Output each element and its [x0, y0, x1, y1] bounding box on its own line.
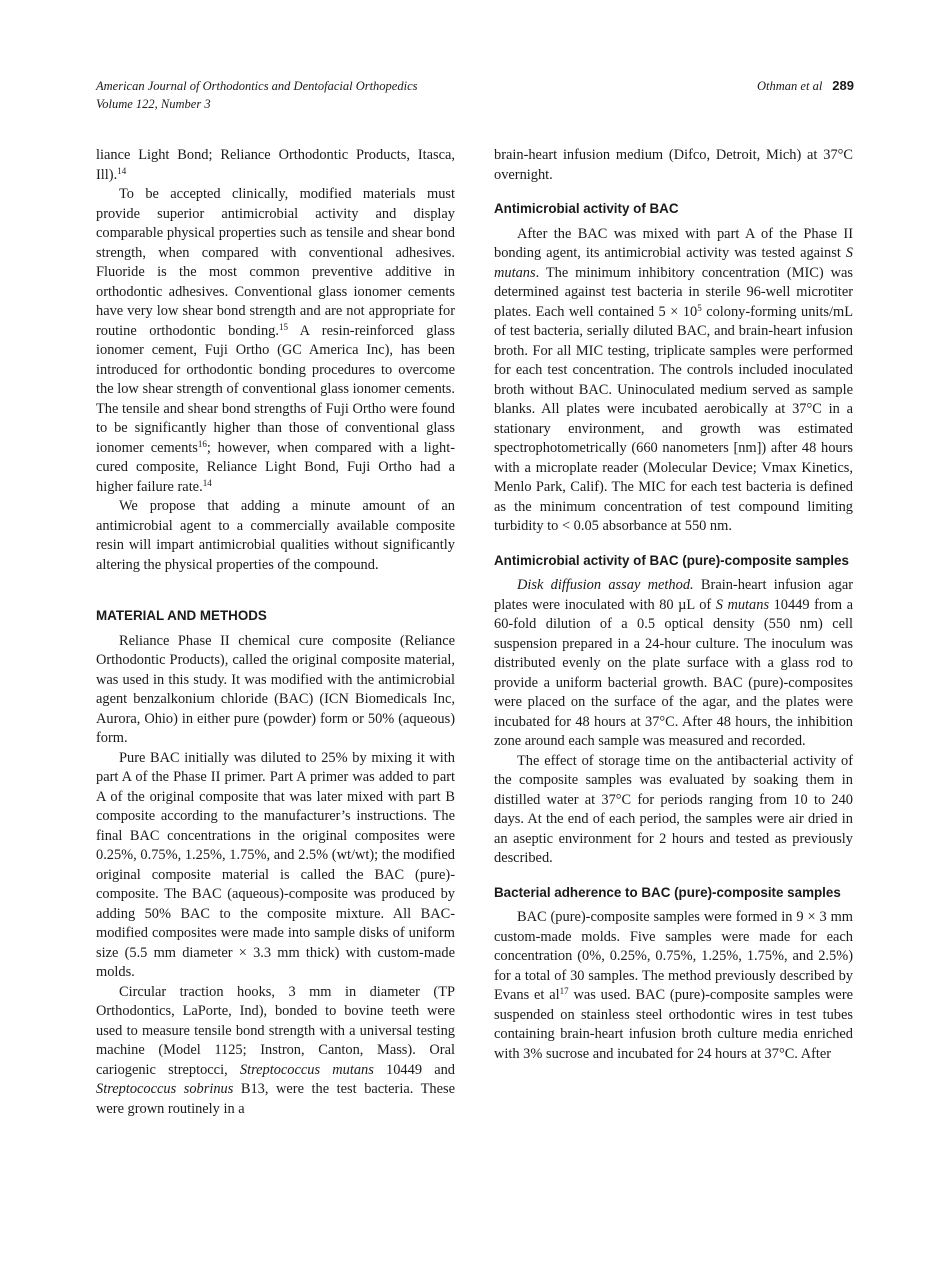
text-run: Circular traction hooks, 3 mm in diameter (TP Orthodontics, LaPorte, Ind), bonded to bovine teeth were used to measure tensile bond strength with a universal testing machine (Model 1125; Instron, Canton, Mass). Oral cariogenic streptocci,	[96, 983, 455, 1078]
paragraph	[494, 576, 853, 752]
exponent: 5	[697, 302, 702, 313]
paragraph	[96, 146, 455, 185]
right-column	[494, 146, 853, 1064]
text-run: was used. BAC (pure)-composite samples were suspended on stainless steel orthodontic wires in test tubes containing brain-heart infusion broth culture media enriched with 3% sucrose and incubated for 24 hours at 37°C. After	[494, 987, 854, 1062]
subsection-heading: Antimicrobial activity of BAC	[494, 201, 679, 216]
citation: 14	[202, 477, 212, 488]
paragraph: We propose that adding a minute amount of an antimicrobial agent to a commercially available composite resin will impart antimicrobial qualities without significantly altering the physical properties of the compound.	[96, 498, 455, 573]
journal-volume: Volume 122, Number 3	[96, 97, 211, 111]
text-run: To be accepted clinically, modified materials must provide superior antimicrobial activity and display comparable physical properties such as tensile and shear bond strength, when compared with conventional adhesives. Fluoride is the most common preventive additive in orthodontic adhesives. Conventional glass ionomer cements have very low shear bond strength and are not appropriate for routine orthodontic bonding.	[96, 186, 455, 339]
subsection-heading: Bacterial adherence to BAC (pure)-composite samples	[494, 884, 841, 900]
paragraph: brain-heart infusion medium (Difco, Detroit, Mich) at 37°C overnight.	[494, 147, 853, 183]
run-in-heading: Disk diffusion assay method.	[517, 577, 694, 593]
text-run: 10449 and	[373, 1061, 455, 1078]
species-name: Streptococcus mutans	[239, 1061, 374, 1078]
page-number: 289	[832, 78, 854, 93]
running-head-page	[757, 77, 854, 95]
text-run: BAC (pure)-composite samples were formed in 9 × 3 mm custom-made molds. Five samples were made for each concentration (0%, 0.25%, 0.75%, 1.25%, 1.75%, and 2.5%) for a total of 30 samples. The method previously described by Evans et al	[494, 909, 853, 1003]
text-run: After the BAC was mixed with part A of the Phase II bonding agent, its antimicrobial activity was tested against	[494, 225, 853, 261]
paragraph	[494, 908, 853, 1064]
species-name: S mutans	[715, 596, 770, 613]
text-run: 10449 from a 60-fold dilution of a 0.5 optical density (550 nm) cell suspension prepared in a 24-hour culture. The inoculum was distributed evenly on the plate surface with a glass rod to provide a uniform bacterial growth. BAC (pure)-composites were placed on the surface of the agar, and the plates were incubated for 48 hours at 37°C. After 48 hours, the inhibition zone around each sample was measured and recorded.	[494, 596, 853, 749]
subsection-heading: Antimicrobial activity of BAC (pure)-composite samples	[494, 552, 849, 568]
paragraph: Reliance Phase II chemical cure composite (Reliance Orthodontic Products), called the original composite material, was used in this study. It was modified with the antimicrobial agent benzalkonium chloride (BAC) (ICN Biomedicals Inc, Aurora, Ohio) in either pure (powder) form or 50% (aqueous) form.	[96, 632, 455, 746]
species-name: S mutans	[494, 245, 853, 281]
left-column	[96, 146, 455, 1119]
text-run: B13, were the test bacteria. These were grown routinely in a	[96, 1081, 455, 1117]
text-run: . The minimum inhibitory concentration (MIC) was determined against test bacteria in sterile 96-well microtiter plates. Each well contained 5 × 10	[494, 264, 853, 320]
journal-title: American Journal of Orthodontics and Dentofacial Orthopedics	[96, 79, 418, 93]
running-head-journal	[96, 77, 418, 113]
paragraph: Pure BAC initially was diluted to 25% by mixing it with part A of the Phase II primer. Part A primer was added to part A of the original composite that was later mixed with part B composite according to the manufacturer’s instructions. The final BAC concentrations in the original composites were 0.25%, 0.75%, 1.25%, 1.75%, and 2.5% (wt/wt); the modified original composite material is called the BAC (pure)-composite. The BAC (aqueous)-composite was produced by adding 50% BAC to the composite mixture. All BAC-modified composites were made into sample disks of uniform size (5.5 mm diameter × 3.3 mm thick) with custom-made molds.	[96, 749, 455, 980]
paragraph	[96, 185, 455, 497]
section-heading: MATERIAL AND METHODS	[96, 608, 267, 623]
paragraph	[494, 225, 853, 537]
text-run: A resin-reinforced glass ionomer cement, Fuji Ortho (GC America Inc), has been introduced for orthodontic bonding procedures to overcome the low shear strength of conventional glass ionomer cements. The tensile and shear bond strengths of Fuji Ortho were found to be significantly higher than those of conventional glass ionomer cements	[96, 322, 455, 456]
text-run: Brain-heart infusion agar plates were inoculated with 80 µL of	[494, 577, 853, 613]
citation: 15	[278, 321, 288, 332]
paragraph: The effect of storage time on the antibacterial activity of the composite samples was evaluated by soaking them in distilled water at 37°C for periods ranging from 10 to 240 days. At the end of each period, the samples were air dried in an aseptic environment for 2 hours and tested as previously described.	[494, 752, 853, 866]
citation: 14	[117, 165, 127, 176]
text-run: liance Light Bond; Reliance Orthodontic Products, Itasca, Ill).	[96, 147, 455, 183]
citation: 16	[197, 438, 207, 449]
text-run: ; however, when compared with a light-cured composite, Reliance Light Bond, Fuji Ortho had a higher failure rate.	[96, 439, 455, 495]
species-name: Streptococcus sobrinus	[96, 1081, 234, 1097]
running-author: Othman et al	[757, 79, 823, 93]
paragraph	[96, 983, 455, 1120]
text-run: colony-forming units/mL of test bacteria, serially diluted BAC, and brain-heart infusion broth. For all MIC testing, triplicate samples were performed for each test concentration. The controls included inoculated broth without BAC. Uninoculated medium served as sample blanks. All plates were incubated aerobically at 37°C in a stationary environment, and growth was estimated spectrophotometrically (660 nanometers [nm]) after 48 hours with a microplate reader (Molecular Device; Vmax Kinetics, Menlo Park, Calif). The MIC for each test bacteria is defined as the minimum concentration of test compound limiting turbidity to < 0.05 absorbance at 550 nm.	[494, 303, 853, 534]
citation: 17	[559, 986, 569, 996]
